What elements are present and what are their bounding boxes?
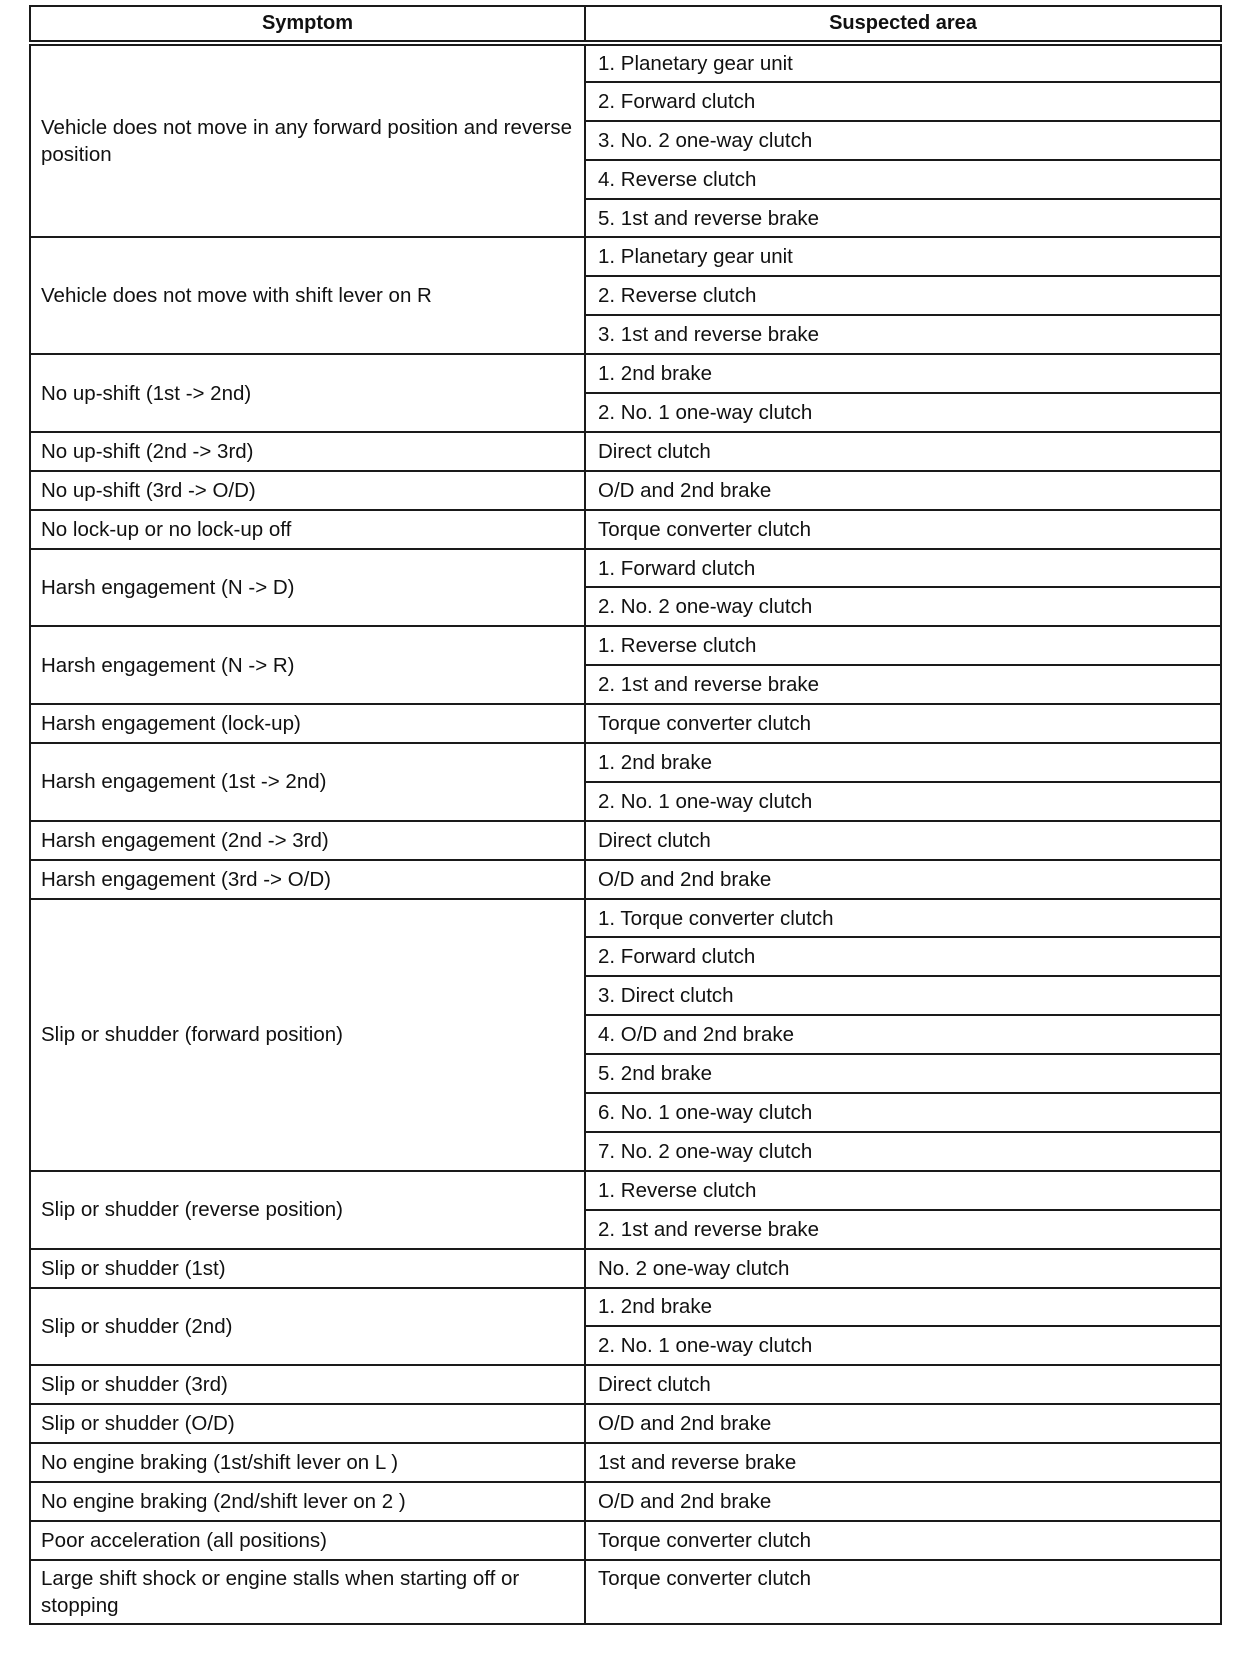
table-row — [30, 43, 1221, 82]
symptom-cell: Harsh engagement (2nd -> 3rd) — [30, 821, 585, 860]
symptom-cell: Slip or shudder (3rd) — [30, 1365, 585, 1404]
table-row — [30, 1365, 1221, 1404]
suspected-area-cell: Torque converter clutch — [585, 1560, 1221, 1624]
symptom-cell: Slip or shudder (2nd) — [30, 1288, 585, 1366]
table-row — [30, 354, 1221, 393]
table-body — [30, 43, 1221, 1624]
symptom-cell: No up-shift (1st -> 2nd) — [30, 354, 585, 432]
symptom-cell: No engine braking (1st/shift lever on L ) — [30, 1443, 585, 1482]
table-row — [30, 471, 1221, 510]
symptom-cell: Slip or shudder (reverse position) — [30, 1171, 585, 1249]
suspected-area-cell: 2. No. 2 one-way clutch — [585, 587, 1221, 626]
suspected-area-cell: 1. Forward clutch — [585, 549, 1221, 588]
table-row — [30, 860, 1221, 899]
suspected-area-cell: 7. No. 2 one-way clutch — [585, 1132, 1221, 1171]
table-row — [30, 1404, 1221, 1443]
symptom-cell: Harsh engagement (3rd -> O/D) — [30, 860, 585, 899]
table-row — [30, 743, 1221, 782]
suspected-area-cell: 2. 1st and reverse brake — [585, 665, 1221, 704]
symptom-cell: Slip or shudder (forward position) — [30, 899, 585, 1171]
symptom-cell: No up-shift (3rd -> O/D) — [30, 471, 585, 510]
suspected-area-cell: O/D and 2nd brake — [585, 471, 1221, 510]
table-row — [30, 1560, 1221, 1624]
suspected-area-cell: 5. 2nd brake — [585, 1054, 1221, 1093]
suspected-area-cell: 3. No. 2 one-way clutch — [585, 121, 1221, 160]
table-row — [30, 432, 1221, 471]
table-row — [30, 1288, 1221, 1327]
symptom-cell: Vehicle does not move in any forward position and reverse position — [30, 43, 585, 237]
diagnosis-sheet — [29, 5, 1220, 1625]
suspected-area-cell: 2. No. 1 one-way clutch — [585, 393, 1221, 432]
table-row — [30, 1249, 1221, 1288]
suspected-area-cell: 1. 2nd brake — [585, 354, 1221, 393]
symptom-cell: Large shift shock or engine stalls when starting off or stopping — [30, 1560, 585, 1624]
table-row — [30, 549, 1221, 588]
symptom-cell: No up-shift (2nd -> 3rd) — [30, 432, 585, 471]
symptom-table — [29, 5, 1222, 1625]
suspected-area-cell: 2. Reverse clutch — [585, 276, 1221, 315]
suspected-area-cell: 1. 2nd brake — [585, 1288, 1221, 1327]
suspected-area-cell: 1. Planetary gear unit — [585, 43, 1221, 82]
suspected-area-cell: Direct clutch — [585, 821, 1221, 860]
suspected-area-cell: 2. Forward clutch — [585, 937, 1221, 976]
symptom-cell: Slip or shudder (1st) — [30, 1249, 585, 1288]
table-row — [30, 1482, 1221, 1521]
suspected-area-cell: Direct clutch — [585, 432, 1221, 471]
symptom-cell: Poor acceleration (all positions) — [30, 1521, 585, 1560]
symptom-cell: Harsh engagement (lock-up) — [30, 704, 585, 743]
symptom-cell: Slip or shudder (O/D) — [30, 1404, 585, 1443]
suspected-area-cell: 1st and reverse brake — [585, 1443, 1221, 1482]
suspected-area-cell: Direct clutch — [585, 1365, 1221, 1404]
suspected-area-cell: 2. No. 1 one-way clutch — [585, 1326, 1221, 1365]
suspected-area-cell: 1. 2nd brake — [585, 743, 1221, 782]
symptom-column-header: Symptom — [30, 6, 585, 43]
table-row — [30, 1521, 1221, 1560]
suspected-area-cell: No. 2 one-way clutch — [585, 1249, 1221, 1288]
suspected-area-cell: 1. Reverse clutch — [585, 1171, 1221, 1210]
table-row — [30, 237, 1221, 276]
symptom-cell: Harsh engagement (N -> R) — [30, 626, 585, 704]
header-row — [30, 6, 1221, 43]
suspected-area-cell: 4. Reverse clutch — [585, 160, 1221, 199]
suspected-area-cell: 5. 1st and reverse brake — [585, 199, 1221, 238]
suspected-area-column-header: Suspected area — [585, 6, 1221, 43]
suspected-area-cell: 3. Direct clutch — [585, 976, 1221, 1015]
suspected-area-cell: 6. No. 1 one-way clutch — [585, 1093, 1221, 1132]
symptom-cell: No engine braking (2nd/shift lever on 2 ) — [30, 1482, 585, 1521]
table-row — [30, 821, 1221, 860]
symptom-cell: Harsh engagement (1st -> 2nd) — [30, 743, 585, 821]
table-row — [30, 704, 1221, 743]
suspected-area-cell: 2. Forward clutch — [585, 82, 1221, 121]
suspected-area-cell: 3. 1st and reverse brake — [585, 315, 1221, 354]
table-row — [30, 510, 1221, 549]
suspected-area-cell: 2. No. 1 one-way clutch — [585, 782, 1221, 821]
suspected-area-cell: Torque converter clutch — [585, 1521, 1221, 1560]
table-row — [30, 1171, 1221, 1210]
suspected-area-cell: O/D and 2nd brake — [585, 1404, 1221, 1443]
suspected-area-cell: 4. O/D and 2nd brake — [585, 1015, 1221, 1054]
table-row — [30, 626, 1221, 665]
suspected-area-cell: 1. Planetary gear unit — [585, 237, 1221, 276]
suspected-area-cell: Torque converter clutch — [585, 510, 1221, 549]
suspected-area-cell: 2. 1st and reverse brake — [585, 1210, 1221, 1249]
suspected-area-cell: O/D and 2nd brake — [585, 860, 1221, 899]
suspected-area-cell: 1. Torque converter clutch — [585, 899, 1221, 938]
suspected-area-cell: Torque converter clutch — [585, 704, 1221, 743]
symptom-cell: Harsh engagement (N -> D) — [30, 549, 585, 627]
suspected-area-cell: O/D and 2nd brake — [585, 1482, 1221, 1521]
table-header — [30, 6, 1221, 43]
table-row — [30, 899, 1221, 938]
table-row — [30, 1443, 1221, 1482]
symptom-cell: Vehicle does not move with shift lever on R — [30, 237, 585, 354]
suspected-area-cell: 1. Reverse clutch — [585, 626, 1221, 665]
symptom-cell: No lock-up or no lock-up off — [30, 510, 585, 549]
